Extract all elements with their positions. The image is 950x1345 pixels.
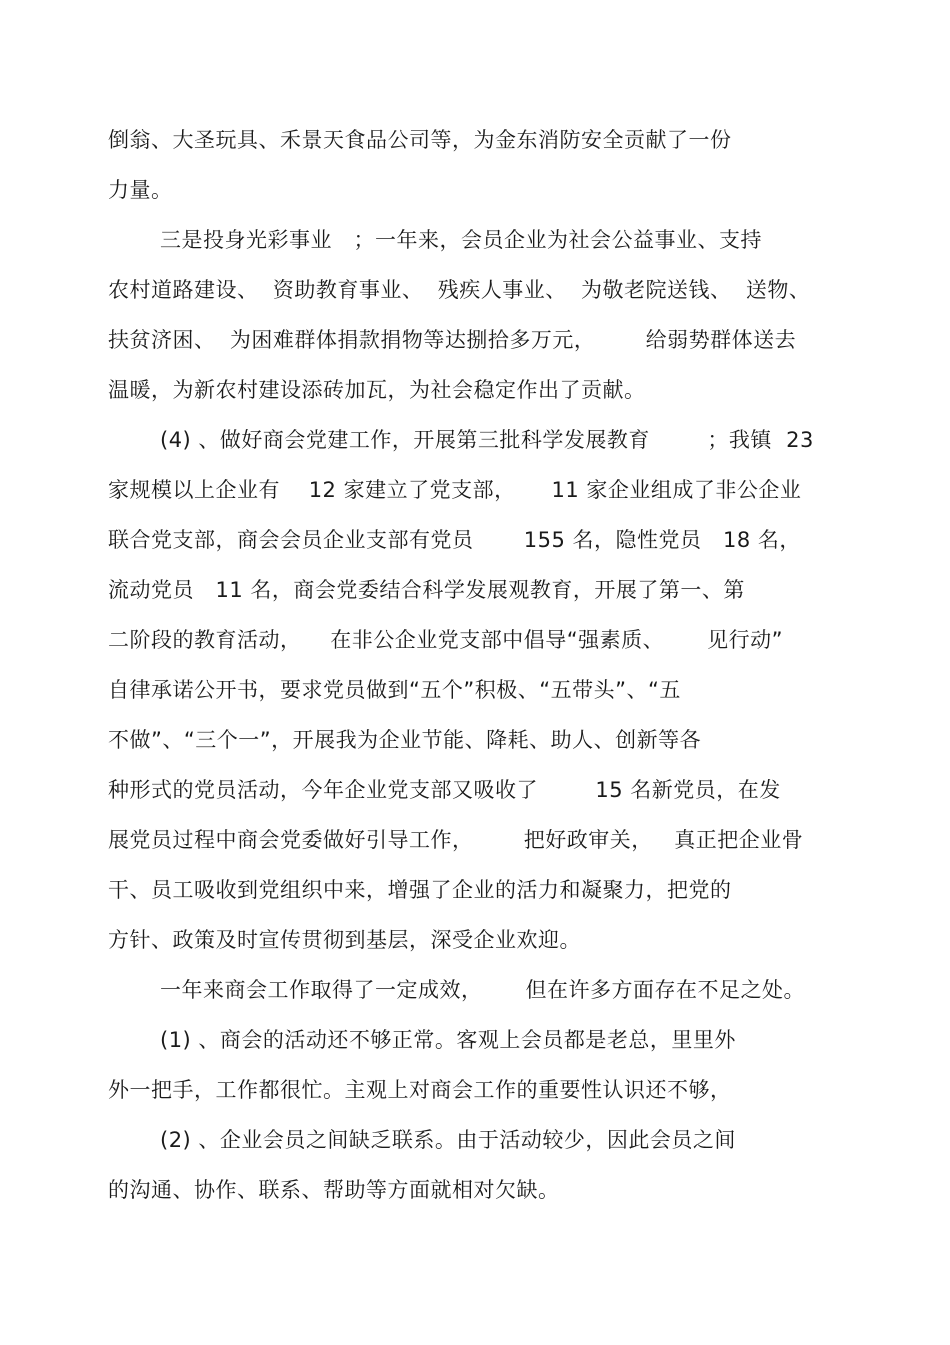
text-line-21: (2) 、企业会员之间缺乏联系。由于活动较少，因此会员之间 — [160, 1128, 736, 1152]
text-line-17: 方针、政策及时宣传贯彻到基层，深受企业欢迎。 — [108, 928, 581, 952]
text-line-10: 流动党员 11 名，商会党委结合科学发展观教育，开展了第一、第 — [108, 578, 745, 602]
text-line-14: 种形式的党员活动，今年企业党支部又吸收了 15 名新党员，在发 — [108, 778, 781, 802]
text-line-11: 二阶段的教育活动， 在非公企业党支部中倡导“强素质、 见行动” — [108, 628, 784, 652]
text-line-7: (4) 、做好商会党建工作，开展第三批科学发展教育 ；我镇 23 — [160, 428, 814, 452]
text-line-3: 三是投身光彩事业 ；一年来，会员企业为社会公益事业、支持 — [160, 228, 763, 252]
text-line-2: 力量。 — [108, 178, 173, 202]
text-line-15: 展党员过程中商会党委做好引导工作， 把好政审关， 真正把企业骨 — [108, 828, 804, 852]
text-line-13: 不做”、“三个一”，开展我为企业节能、降耗、助人、创新等各 — [108, 728, 702, 752]
text-line-1: 倒翁、大圣玩具、禾景天食品公司等，为金东消防安全贡献了一份 — [108, 128, 732, 152]
text-line-16: 干、员工吸收到党组织中来，增强了企业的活力和凝聚力，把党的 — [108, 878, 732, 902]
text-line-22: 的沟通、协作、联系、帮助等方面就相对欠缺。 — [108, 1178, 560, 1202]
text-line-20: 外一把手，工作都很忙。主观上对商会工作的重要性认识还不够， — [108, 1078, 732, 1102]
text-line-4: 农村道路建设、 资助教育事业、 残疾人事业、 为敬老院送钱、 送物、 — [108, 278, 811, 302]
text-line-12: 自律承诺公开书，要求党员做到“五个”积极、“五带头”、“五 — [108, 678, 681, 702]
text-line-19: (1) 、商会的活动还不够正常。客观上会员都是老总，里里外 — [160, 1028, 736, 1052]
text-line-18: 一年来商会工作取得了一定成效， 但在许多方面存在不足之处。 — [160, 978, 806, 1002]
text-line-9: 联合党支部，商会会员企业支部有党员 155 名，隐性党员 18 名， — [108, 528, 801, 552]
text-line-8: 家规模以上企业有 12 家建立了党支部， 11 家企业组成了非公企业 — [108, 478, 802, 502]
text-line-5: 扶贫济困、 为困难群体捐款捐物等达捌拾多万元， 给弱势群体送去 — [108, 328, 797, 352]
text-line-6: 温暖，为新农村建设添砖加瓦，为社会稳定作出了贡献。 — [108, 378, 646, 402]
